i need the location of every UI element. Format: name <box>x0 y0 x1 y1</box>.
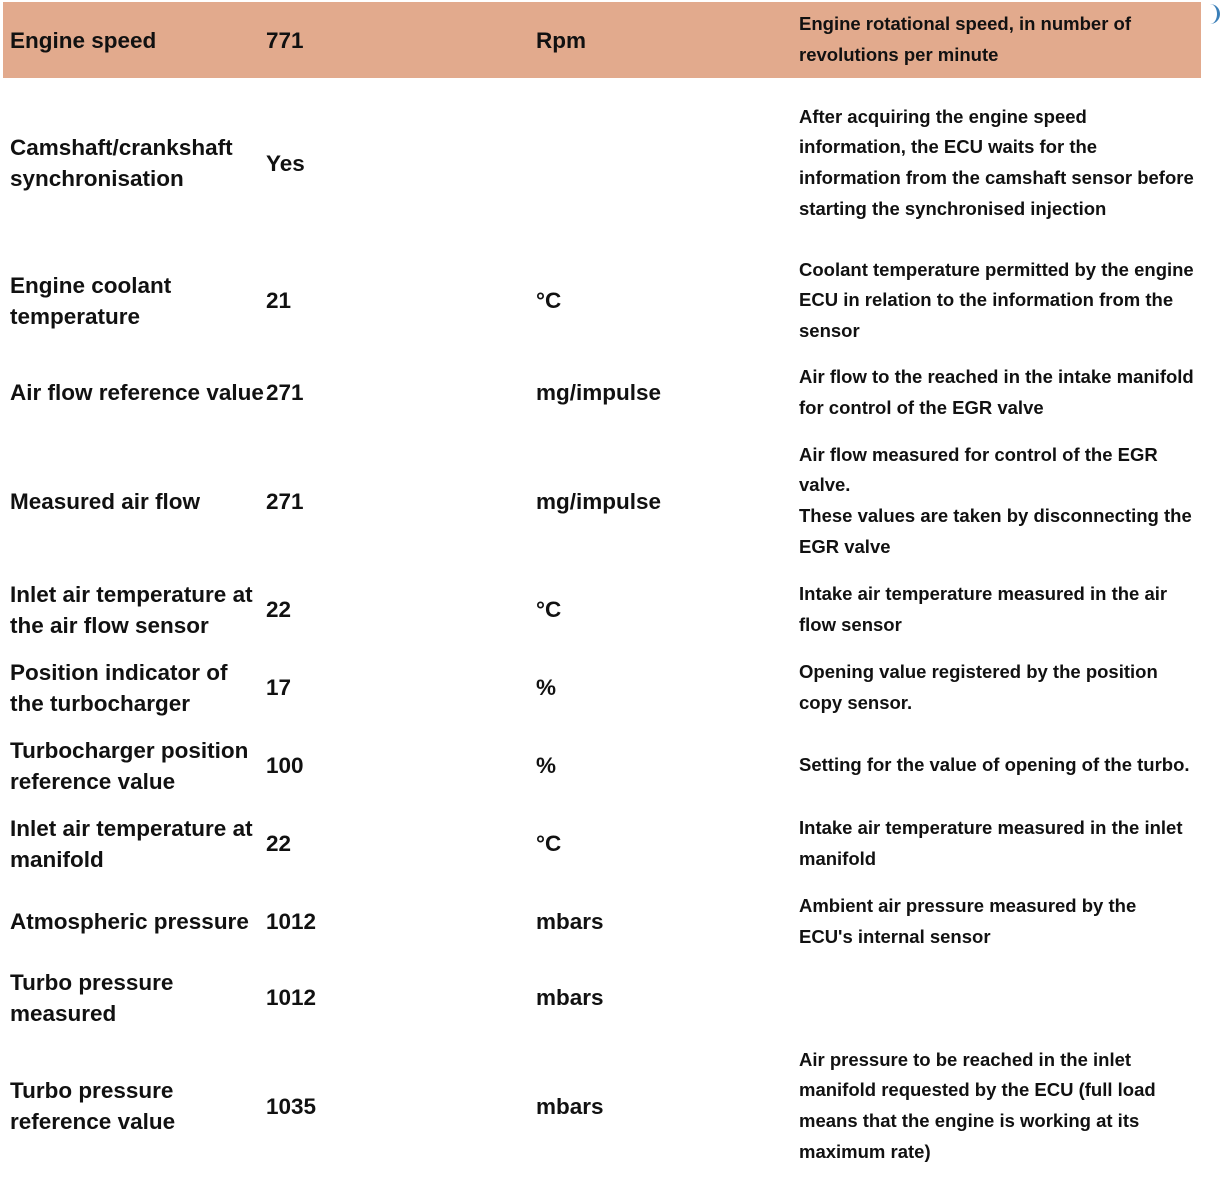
parameter-name: Measured air flow <box>10 488 201 514</box>
parameter-value: 100 <box>266 753 304 778</box>
parameter-description: Ambient air pressure measured by the ECU's internal sensor <box>799 894 1137 947</box>
parameter-value: 22 <box>266 831 292 856</box>
parameter-value: 17 <box>266 675 292 700</box>
parameter-unit: mbars <box>536 1093 604 1119</box>
parameter-unit: °C <box>536 288 562 313</box>
page-edge-mark <box>1209 4 1220 24</box>
parameter-name: Engine speed <box>10 27 157 53</box>
parameter-name: Air flow reference value <box>10 380 264 405</box>
parameter-name: Camshaft/crankshaft synchronisation <box>10 135 233 191</box>
table-row <box>3 966 1201 1029</box>
table-row <box>3 734 1201 797</box>
parameter-value: 1035 <box>266 1093 317 1119</box>
parameter-name: Engine coolant temperature <box>10 272 172 329</box>
parameter-name: Position indicator of the turbocharger <box>10 659 228 716</box>
parameter-unit <box>536 86 786 240</box>
parameter-description: Setting for the value of opening of the turbo. <box>799 754 1190 776</box>
parameter-unit: °C <box>536 597 562 622</box>
table-row <box>3 812 1201 875</box>
parameter-value: 1012 <box>266 909 317 934</box>
table-row <box>3 1044 1201 1168</box>
parameter-value: 21 <box>266 288 292 313</box>
parameter-name: Atmospheric pressure <box>10 909 249 934</box>
parameter-value: 271 <box>266 380 304 405</box>
parameter-description: Intake air temperature measured in the inlet manifold <box>799 816 1183 869</box>
parameter-unit: % <box>536 753 557 778</box>
table-row <box>3 361 1201 424</box>
parameter-unit: mbars <box>536 985 604 1010</box>
parameter-value: 771 <box>266 27 304 53</box>
parameter-unit: mg/impulse <box>536 380 662 405</box>
table-row <box>3 578 1201 641</box>
parameter-value: 1012 <box>266 985 317 1010</box>
parameter-name: Turbocharger position reference value <box>10 737 249 794</box>
table-row-engine-speed <box>3 2 1201 78</box>
table-row <box>3 656 1201 719</box>
parameter-description: Air flow measured for control of the EGR valve. These values are taken by disconnecting the EGR valve <box>799 443 1192 557</box>
table-row <box>3 86 1201 240</box>
parameter-description: Opening value registered by the position copy sensor. <box>799 660 1158 713</box>
parameter-description: Air pressure to be reached in the inlet manifold requested by the ECU (full load means that the engine is working at its maximum rate) <box>799 1048 1156 1162</box>
parameter-description: Engine rotational speed, in number of revolutions per minute <box>799 13 1131 65</box>
parameter-description: Coolant temperature permitted by the engine ECU in relation to the information from the sensor <box>799 258 1194 341</box>
table-row <box>3 254 1201 347</box>
parameter-name: Turbo pressure measured <box>10 969 174 1026</box>
parameter-description <box>799 966 1194 1029</box>
parameter-unit: Rpm <box>536 27 586 53</box>
table-row <box>3 890 1201 953</box>
parameter-description: After acquiring the engine speed information, the ECU waits for the information from the camshaft sensor before starting the synchronised injection <box>799 105 1194 219</box>
parameter-name: Turbo pressure reference value <box>10 1078 176 1134</box>
parameter-unit: °C <box>536 831 562 856</box>
table-row <box>3 439 1201 563</box>
parameter-unit: mbars <box>536 909 604 934</box>
parameter-unit: % <box>536 675 557 700</box>
parameter-description: Air flow to the reached in the intake manifold for control of the EGR valve <box>799 365 1194 418</box>
parameter-description: Intake air temperature measured in the air flow sensor <box>799 582 1168 635</box>
parameter-value: 271 <box>266 488 304 514</box>
parameter-name: Inlet air temperature at manifold <box>10 815 253 872</box>
parameter-unit: mg/impulse <box>536 488 662 514</box>
parameter-value: Yes <box>266 150 305 176</box>
parameter-value: 22 <box>266 597 292 622</box>
parameter-name: Inlet air temperature at the air flow sensor <box>10 581 253 638</box>
